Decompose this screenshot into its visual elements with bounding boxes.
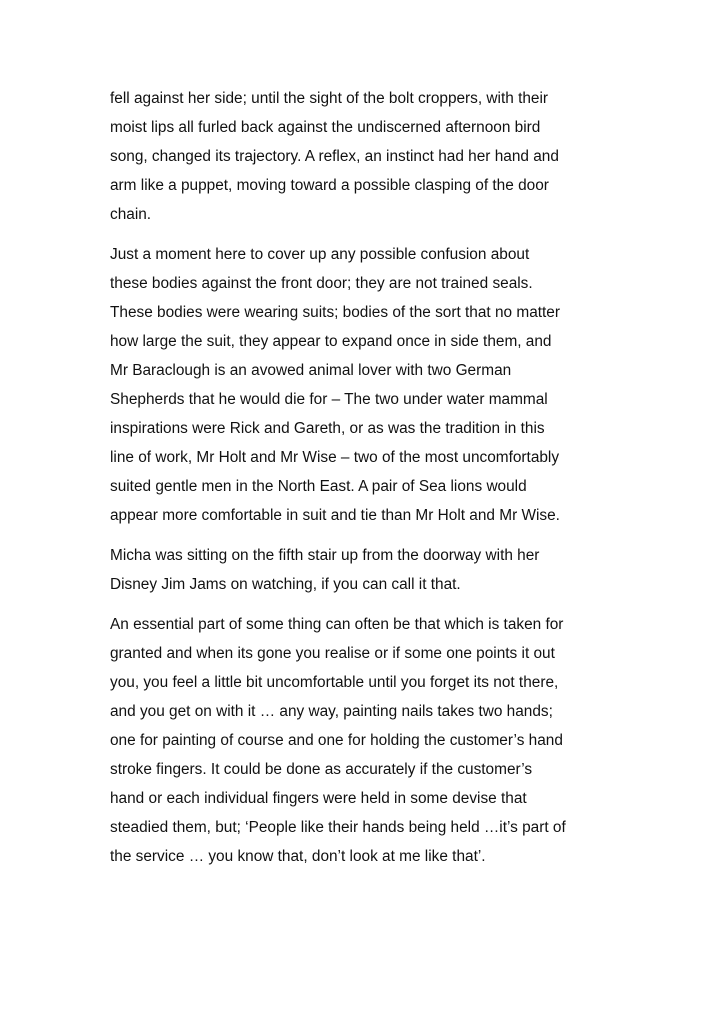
text-line: Micha was sitting on the fifth stair up from the doorway with her: [110, 547, 540, 564]
text-line: Shepherds that he would die for – The two under water mammal: [110, 391, 548, 408]
text-line: moist lips all furled back against the undiscerned afternoon bird: [110, 119, 541, 136]
text-line: An essential part of some thing can often be that which is taken for: [110, 616, 564, 633]
text-line: Just a moment here to cover up any possible confusion about: [110, 246, 530, 263]
paragraph-1: [110, 84, 630, 229]
text-line: steadied them, but; ‘People like their hands being held …it’s part of: [110, 819, 566, 836]
text-line: Disney Jim Jams on watching, if you can call it that.: [110, 576, 461, 593]
text-line: chain.: [110, 206, 152, 223]
text-line: these bodies against the front door; they are not trained seals.: [110, 275, 533, 292]
paragraph-3: [110, 541, 630, 599]
text-line: fell against her side; until the sight of the bolt croppers, with their: [110, 90, 549, 107]
text-line: arm like a puppet, moving toward a possible clasping of the door: [110, 177, 549, 194]
paragraph-4: [110, 610, 630, 871]
paragraph-2: [110, 240, 630, 530]
text-line: These bodies were wearing suits; bodies of the sort that no matter: [110, 304, 560, 321]
text-line: line of work, Mr Holt and Mr Wise – two of the most uncomfortably: [110, 449, 560, 466]
text-line: suited gentle men in the North East. A pair of Sea lions would: [110, 478, 527, 495]
text-line: you, you feel a little bit uncomfortable until you forget its not there,: [110, 674, 559, 691]
text-line: and you get on with it … any way, painting nails takes two hands;: [110, 703, 553, 720]
text-line: inspirations were Rick and Gareth, or as was the tradition in this: [110, 420, 545, 437]
text-line: stroke fingers. It could be done as accurately if the customer’s: [110, 761, 533, 778]
text-line: granted and when its gone you realise or if some one points it out: [110, 645, 555, 662]
text-line: song, changed its trajectory. A reflex, an instinct had her hand and: [110, 148, 559, 165]
text-line: how large the suit, they appear to expand once in side them, and: [110, 333, 552, 350]
text-line: appear more comfortable in suit and tie than Mr Holt and Mr Wise.: [110, 507, 560, 524]
document-body: [110, 84, 630, 882]
text-line: the service … you know that, don’t look at me like that’.: [110, 848, 486, 865]
text-line: one for painting of course and one for holding the customer’s hand: [110, 732, 563, 749]
text-line: hand or each individual fingers were held in some devise that: [110, 790, 527, 807]
text-line: Mr Baraclough is an avowed animal lover with two German: [110, 362, 512, 379]
